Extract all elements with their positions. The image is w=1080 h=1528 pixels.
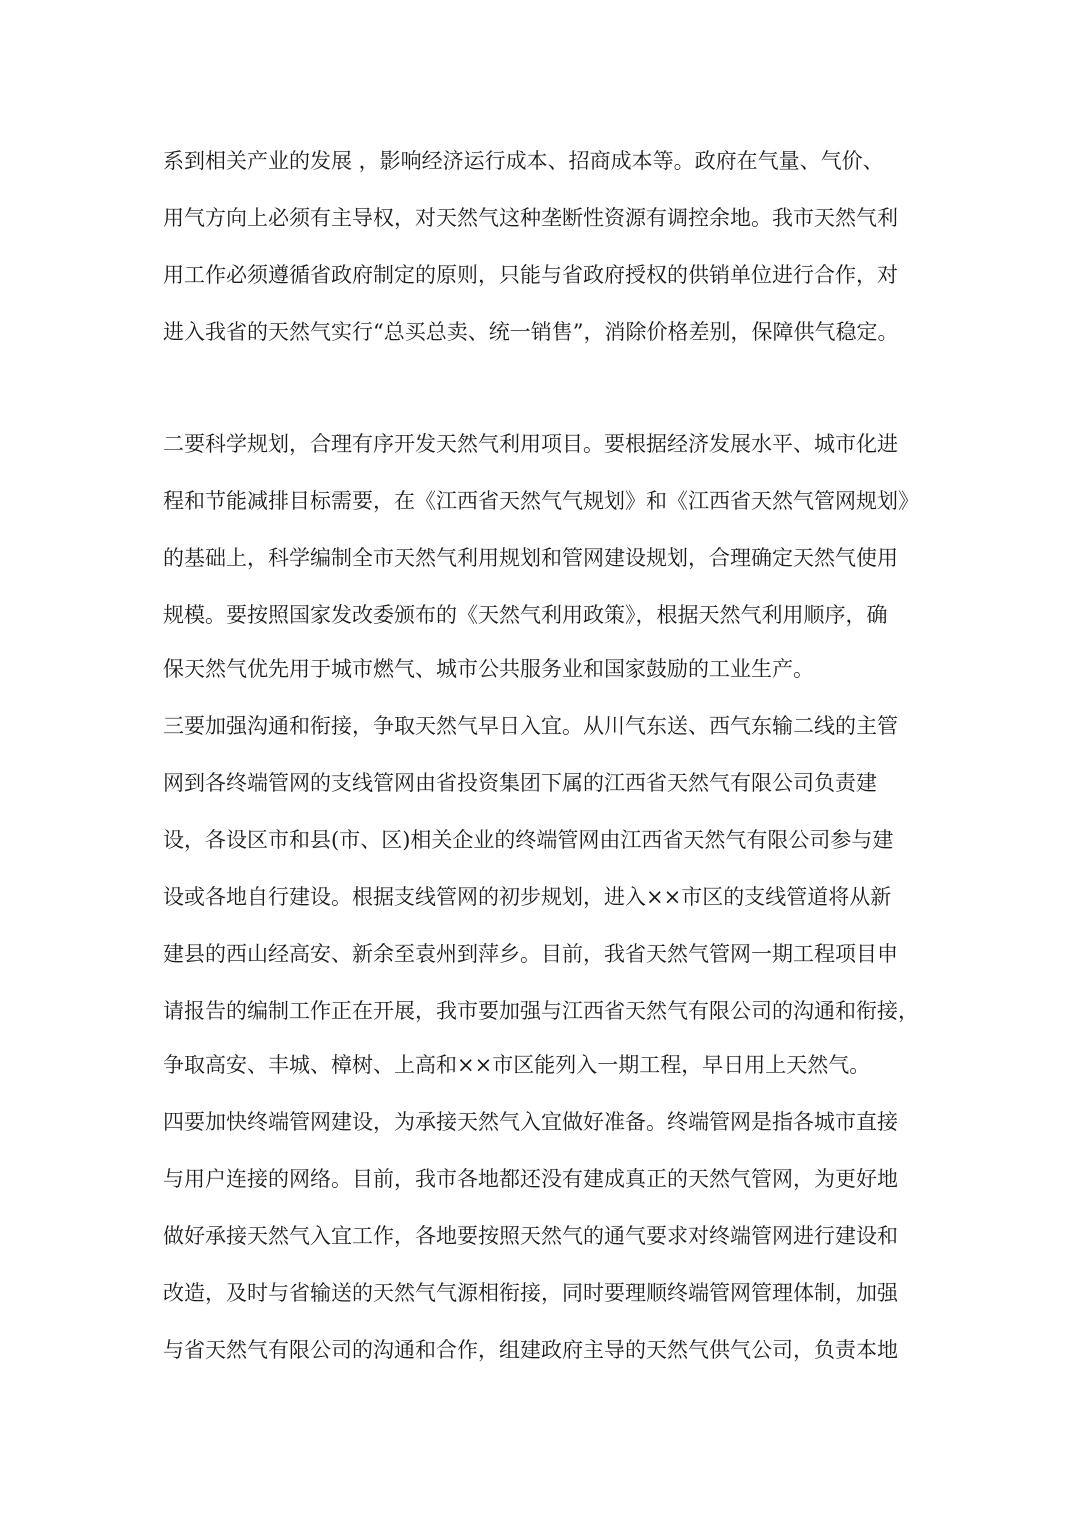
text-line: 请报告的编制工作正在开展，我市要加强与江西省天然气有限公司的沟通和衔接， (163, 999, 919, 1023)
text-line: 保天然气优先用于城市燃气、城市公共服务业和国家鼓励的工业生产。 (163, 657, 814, 681)
text-line: 与省天然气有限公司的沟通和合作，组建政府主导的天然气供气公司，负责本地 (163, 1338, 898, 1362)
text-line: 建县的西山经高安、新余至袁州到萍乡。目前，我省天然气管网一期工程项目申 (163, 942, 898, 966)
text-line: 程和节能减排目标需要，在《江西省天然气气规划》和《江西省天然气管网规划》 (163, 489, 919, 513)
text-line: 用工作必须遵循省政府制定的原则，只能与省政府授权的供销单位进行合作，对 (163, 263, 898, 287)
text-line: 的基础上，科学编制全市天然气利用规划和管网建设规划，合理确定天然气使用 (163, 546, 898, 570)
text-line: 二要科学规划，合理有序开发天然气利用项目。要根据经济发展水平、城市化进 (163, 432, 898, 456)
text-line: 用气方向上必须有主导权，对天然气这种垄断性资源有调控余地。我市天然气利 (163, 206, 898, 230)
text-line: 进入我省的天然气实行“总买总卖、统一销售”，消除价格差别，保障供气稳定。 (163, 320, 899, 344)
text-line: 网到各终端管网的支线管网由省投资集团下属的江西省天然气有限公司负责建 (163, 771, 877, 795)
text-line: 四要加快终端管网建设，为承接天然气入宜做好准备。终端管网是指各城市直接 (163, 1110, 898, 1134)
text-line: 三要加强沟通和衔接，争取天然气早日入宜。从川气东送、西气东输二线的主管 (163, 714, 898, 738)
text-line: 改造，及时与省输送的天然气气源相衔接，同时要理顺终端管网管理体制，加强 (163, 1281, 898, 1305)
text-line: 与用户连接的网络。目前，我市各地都还没有建成真正的天然气管网，为更好地 (163, 1167, 898, 1191)
text-line: 设，各设区市和县(市、区)相关企业的终端管网由江西省天然气有限公司参与建 (163, 828, 894, 852)
text-line: 系到相关产业的发展 ，影响经济运行成本、招商成本等。政府在气量、气价、 (163, 149, 884, 173)
text-line: 争取高安、丰城、樟树、上高和××市区能列入一期工程，早日用上天然气。 (163, 1053, 871, 1077)
text-line: 规模。要按照国家发改委颁布的《天然气利用政策》，根据天然气利用顺序，确 (163, 603, 888, 627)
text-line: 做好承接天然气入宜工作，各地要按照天然气的通气要求对终端管网进行建设和 (163, 1224, 898, 1248)
text-line: 设或各地自行建设。根据支线管网的初步规划，进入××市区的支线管道将从新 (163, 885, 892, 909)
